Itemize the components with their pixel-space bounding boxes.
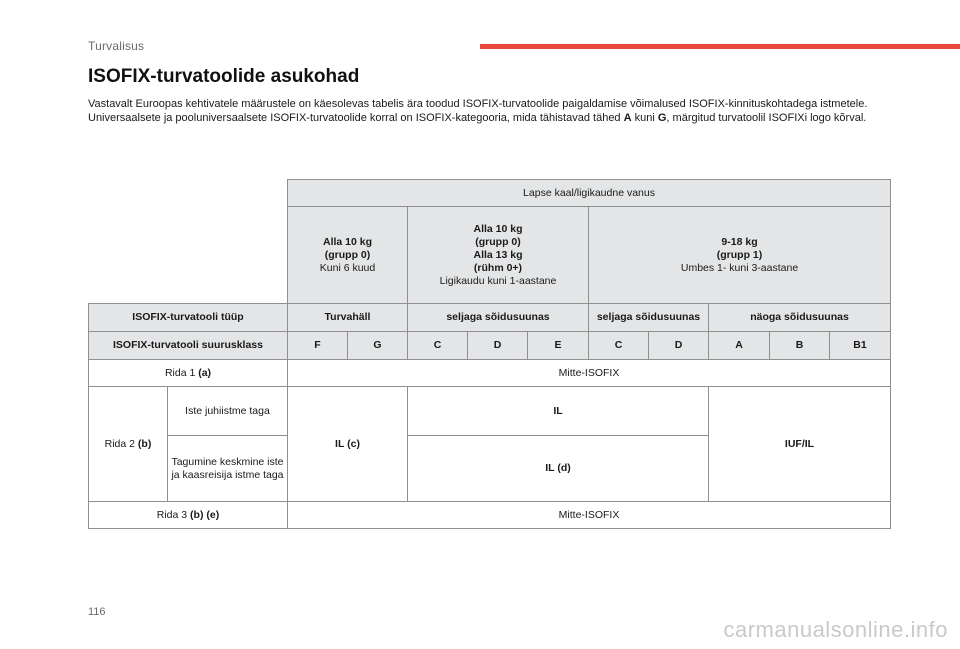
row-note: (b) (e) [190, 508, 220, 521]
class-g: G [348, 332, 408, 360]
class-b1: B1 [830, 332, 891, 360]
class-d: D [468, 332, 528, 360]
type-carrycot: Turvahäll [288, 304, 408, 332]
age-header: Lapse kaal/ligikaudne vanus [288, 180, 891, 207]
row-2-label [89, 387, 168, 502]
type-label: ISOFIX-turvatooli tüüp [89, 304, 288, 332]
type-forward-facing: näoga sõidusuunas [709, 304, 891, 332]
intro-text-part: Universaalsete ja pooluniversaalsete ISOFIX-turvatoolide korral on ISOFIX-kategooria, mida tähistavad tähed [88, 112, 624, 124]
seat-behind-driver: Iste juhiistme taga [168, 387, 288, 436]
section-label: Turvalisus [88, 39, 145, 53]
group-age: Kuni 6 kuud [319, 261, 376, 274]
row-label-text: Rida 1 [164, 366, 199, 379]
intro-text-part: kuni [631, 112, 658, 124]
row-note: (b) [137, 437, 152, 450]
group-weight: Alla 10 kg [322, 235, 373, 248]
row-2-rear-value-2: IL (d) [408, 436, 709, 502]
class-a: A [709, 332, 770, 360]
row-3-value: Mitte-ISOFIX [288, 502, 891, 529]
row-1-label [89, 360, 288, 387]
intro-text [88, 97, 888, 125]
intro-text-part: , märgitud turvatoolil ISOFIXi logo kõrval. [666, 112, 867, 124]
group-name: (grupp 0) [475, 235, 521, 248]
type-rear-facing-2: seljaga sõidusuunas [589, 304, 709, 332]
class-c-2: C [589, 332, 649, 360]
group-name-2: (rühm 0+) [473, 261, 523, 274]
page-title: ISOFIX-turvatoolide asukohad [88, 66, 360, 87]
row-note: (a) [198, 366, 212, 379]
class-e: E [528, 332, 589, 360]
class-b: B [770, 332, 830, 360]
class-d-2: D [649, 332, 709, 360]
category-letter-a: A [623, 112, 632, 124]
row-3-label [89, 502, 288, 529]
watermark: carmanualsonline.info [723, 617, 948, 642]
group-age: Ligikaudu kuni 1-aastane [439, 274, 557, 287]
empty-corner [89, 180, 288, 207]
class-c: C [408, 332, 468, 360]
group-name: (grupp 0) [324, 248, 371, 261]
row-2-rear-value: IL [408, 387, 709, 436]
empty-corner [89, 207, 288, 304]
row-label-text: Rida 2 [104, 437, 138, 450]
row-2-carrycot-value: IL (c) [288, 387, 408, 502]
group-weight: 9-18 kg [721, 235, 758, 248]
isofix-table [88, 179, 891, 529]
group-0plus-header [408, 207, 589, 304]
row-1-value: Mitte-ISOFIX [288, 360, 891, 387]
group-name: (grupp 1) [716, 248, 763, 261]
group-0-header [288, 207, 408, 304]
group-weight-2: Alla 13 kg [473, 248, 523, 261]
intro-paragraph-2 [88, 111, 888, 125]
section-color-bar [480, 44, 960, 49]
row-2-forward-value: IUF/IL [709, 387, 891, 502]
group-age: Umbes 1- kuni 3-aastane [680, 261, 799, 274]
seat-middle-and-passenger: Tagumine keskmine iste ja kaasreisija istme taga [168, 436, 288, 502]
class-f: F [288, 332, 348, 360]
page-number: 116 [88, 606, 106, 618]
intro-paragraph-1: Vastavalt Euroopas kehtivatele määrustele on käesolevas tabelis ära toodud ISOFIX-turvatoolide paigaldamise võimalused ISOFIX-kinnituskohtadega istmetele. [88, 98, 868, 110]
category-letter-g: G [657, 112, 667, 124]
group-1-header [589, 207, 891, 304]
type-rear-facing: seljaga sõidusuunas [408, 304, 589, 332]
row-label-text: Rida 3 [156, 508, 191, 521]
group-weight: Alla 10 kg [473, 222, 523, 235]
class-label: ISOFIX-turvatooli suurusklass [89, 332, 288, 360]
